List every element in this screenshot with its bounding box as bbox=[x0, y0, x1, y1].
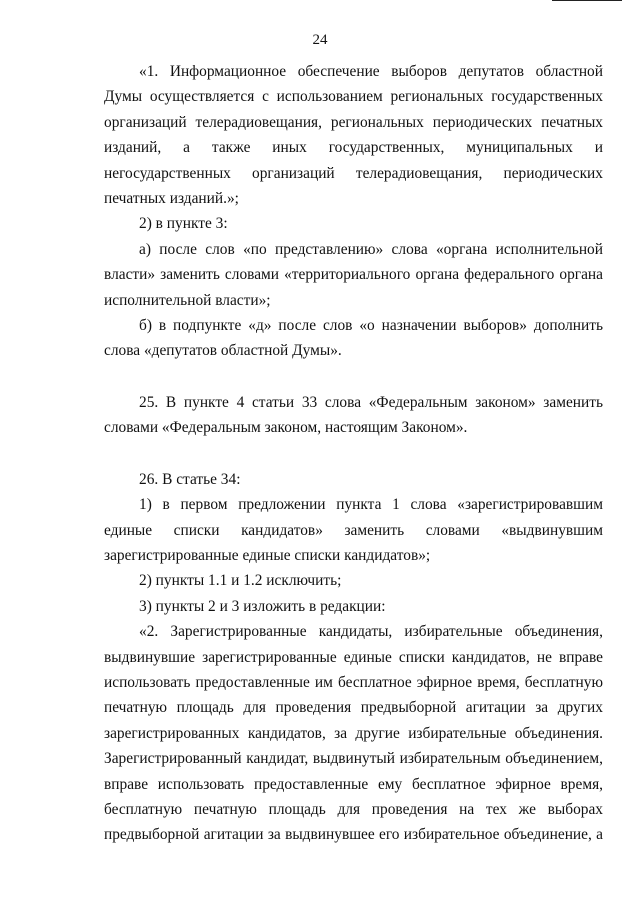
corner-rule bbox=[552, 0, 622, 1]
paragraph-subpoint-a: а) после слов «по представлению» слова «органа исполнительной власти» заменить словами «территориального органа федерального органа исполнительной власти»; bbox=[104, 240, 603, 309]
page-number: 24 bbox=[312, 32, 328, 48]
paragraph-point-3: 2) в пункте 3: bbox=[139, 215, 228, 233]
section-gap bbox=[104, 364, 603, 390]
paragraph-item-2: 2) пункты 1.1 и 1.2 исключить; bbox=[139, 572, 342, 590]
paragraph-article-25: 25. В пункте 4 статьи 33 слова «Федеральным законом» заменить словами «Федеральным законом, настоящим Законом». bbox=[104, 393, 603, 437]
paragraph-subpoint-b: б) в подпункте «д» после слов «о назначении выборов» дополнить слова «депутатов областной Думы». bbox=[104, 317, 603, 360]
paragraph-article-26: 26. В статье 34: bbox=[139, 470, 241, 488]
paragraph-item-1: 1) в первом предложении пункта 1 слова «зарегистрировавшим единые списки кандидатов» заменить словами «выдвинувшим зарегистрированные единые списки кандидатов»; bbox=[104, 496, 603, 564]
document-body bbox=[104, 59, 603, 848]
paragraph-quoted-point-2: «2. Зарегистрированные кандидаты, избирательные объединения, выдвинувшие зарегистрированные единые списки кандидатов, не вправе использовать предоставленные им бесплатное эфирное время, бесплатную печатную площадь для проведения предвыборной агитации за других зарегистрированных кандидатов, за другие избирательные объединения. Зарегистрированный кандидат, выдвинутый избирательным объединением, вправе использовать предоставленные ему бесплатное эфирное время, бесплатную печатную площадь для проведения на тех же выборах предвыборной агитации за выдвинувшее его избирательное объединение, а bbox=[104, 623, 603, 844]
section-gap bbox=[104, 441, 603, 467]
paragraph-item-3: 3) пункты 2 и 3 изложить в редакции: bbox=[139, 597, 386, 615]
paragraph-info-provision: «1. Информационное обеспечение выборов депутатов областной Думы осуществляется с использованием региональных государственных организаций телерадиовещания, региональных периодических печатных изданий, а также иных государственных, муниципальных и негосударственных организаций телерадиовещания, периодических печатных изданий.»; bbox=[104, 63, 603, 208]
